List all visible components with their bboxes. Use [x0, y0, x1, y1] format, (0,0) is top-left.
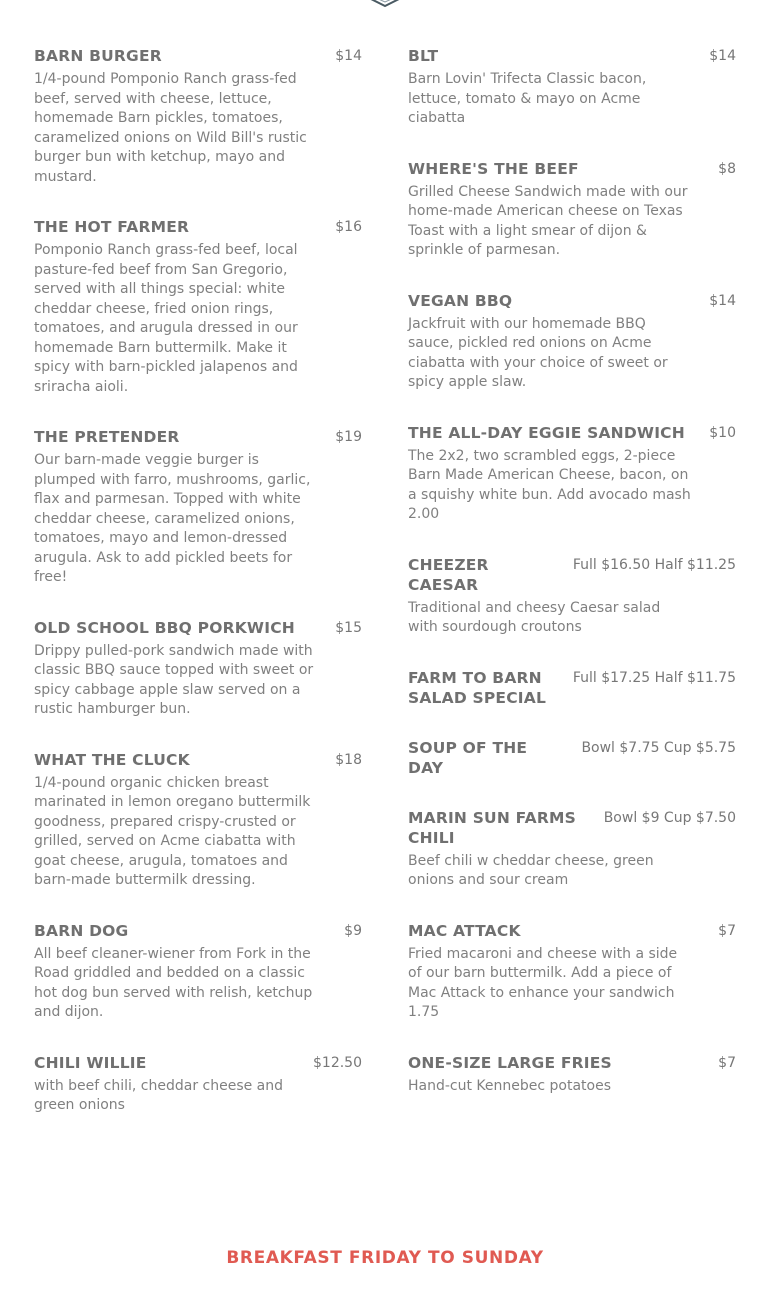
- item-price: Bowl $7.75 Cup $5.75: [581, 739, 736, 756]
- item-name: BLT: [408, 47, 439, 65]
- item-description: 1/4-pound organic chicken breast marinated in lemon oregano buttermilk goodness, prepared crispy-crusted or grilled, served on Acme ciabatta with goat cheese, arugula, tomatoes and barn-made buttermilk dressing.: [34, 774, 311, 888]
- menu-item: [408, 738, 736, 778]
- menu-item: [408, 423, 736, 525]
- item-price: $16: [335, 219, 362, 235]
- item-name: BARN DOG: [34, 921, 129, 940]
- item-name: FARM TO BARN SALAD SPECIAL: [408, 668, 547, 707]
- item-name: SOUP OF THE DAY: [408, 738, 528, 777]
- item-description: All beef cleaner-wiener from Fork in the Road griddled and bedded on a classic hot dog bun served with relish, ketchup and dijon.: [34, 945, 313, 1020]
- section-heading-breakfast: BREAKFAST FRIDAY TO SUNDAY: [226, 1248, 544, 1268]
- item-name: MAC ATTACK: [408, 921, 521, 940]
- item-price: Full $17.25 Half $11.75: [572, 669, 736, 686]
- menu-item: [408, 921, 736, 1023]
- item-name: MARIN SUN FARMS CHILI: [408, 808, 576, 847]
- menu-item: [408, 1053, 736, 1097]
- item-price: $14: [709, 292, 736, 309]
- item-price: $14: [335, 48, 362, 64]
- item-name: THE HOT FARMER: [34, 218, 190, 236]
- item-name: ONE-SIZE LARGE FRIES: [408, 1053, 612, 1072]
- item-description: Pomponio Ranch grass-fed beef, local pasture-fed beef from San Gregorio, served with all things special: white cheddar cheese, fried onion rings, tomatoes, and arugula dressed in our homemade Barn buttermilk. Make it spicy with barn-pickled jalapenos and sriracha aioli.: [34, 242, 298, 395]
- menu-item: [408, 291, 736, 393]
- item-price: $10: [709, 424, 736, 441]
- menu-item: [34, 1053, 362, 1116]
- item-description: Traditional and cheesy Caesar salad with sourdough croutons: [408, 599, 661, 635]
- menu-item: [408, 46, 736, 129]
- item-price: $15: [335, 619, 362, 636]
- menu-item: [408, 668, 736, 708]
- menu-column-left: [34, 46, 362, 1116]
- menu-item: [34, 921, 362, 1023]
- item-description: Barn Lovin' Trifecta Classic bacon, lettuce, tomato & mayo on Acme ciabatta: [408, 71, 647, 126]
- menu-column-right: [408, 46, 736, 1096]
- menu-item: [408, 808, 736, 891]
- item-price: Bowl $9 Cup $7.50: [603, 809, 736, 826]
- menu-item: [34, 427, 362, 588]
- item-price: $14: [709, 48, 736, 64]
- item-description: Our barn-made veggie burger is plumped with farro, mushrooms, garlic, flax and parmesan. Topped with white cheddar cheese, caramelized onions, tomatoes, mayo and lemon-dressed arugula. Ask to add pickled beets for free!: [34, 452, 311, 585]
- menu-item: [408, 555, 736, 638]
- item-description: Jackfruit with our homemade BBQ sauce, pickled red onions on Acme ciabatta with your choice of sweet or spicy apple slaw.: [408, 315, 668, 390]
- menu-item: [34, 217, 362, 397]
- item-name: THE ALL-DAY EGGIE SANDWICH: [408, 423, 685, 442]
- menu-item: [34, 46, 362, 187]
- item-price: $9: [344, 922, 362, 939]
- item-name: VEGAN BBQ: [408, 291, 513, 310]
- item-name: CHILI WILLIE: [34, 1053, 147, 1072]
- item-description: Drippy pulled-pork sandwich made with classic BBQ sauce topped with sweet or spicy cabbage apple slaw served on a rustic hamburger bun.: [34, 642, 314, 717]
- item-description: Beef chili w cheddar cheese, green onions and sour cream: [408, 852, 654, 888]
- item-name: OLD SCHOOL BBQ PORKWICH: [34, 618, 295, 637]
- menu-item: [34, 750, 362, 891]
- barn-logo-icon: [355, 0, 415, 14]
- item-price: $19: [335, 429, 362, 445]
- item-description: Hand-cut Kennebec potatoes: [408, 1077, 612, 1094]
- item-description: Fried macaroni and cheese with a side of our barn buttermilk. Add a piece of Mac Attack to enhance your sandwich 1.75: [408, 945, 678, 1020]
- menu-item: [408, 159, 736, 261]
- item-description: with beef chili, cheddar cheese and green onions: [34, 1077, 284, 1113]
- item-price: $12.50: [313, 1054, 362, 1071]
- item-description: Grilled Cheese Sandwich made with our home-made American cheese on Texas Toast with a light smear of dijon & sprinkle of parmesan.: [408, 183, 688, 258]
- item-name: WHERE'S THE BEEF: [408, 159, 579, 178]
- menu-item: [34, 618, 362, 720]
- item-price: $7: [718, 1054, 736, 1071]
- item-description: 1/4-pound Pomponio Ranch grass-fed beef, served with cheese, lettuce, homemade Barn pickles, tomatoes, caramelized onions on Wild Bill's rustic burger bun with ketchup, mayo and mustard.: [34, 71, 307, 185]
- item-price: $7: [718, 922, 736, 939]
- item-name: BARN BURGER: [34, 47, 162, 65]
- item-price: $8: [718, 160, 736, 177]
- item-price: $18: [335, 751, 362, 768]
- item-description: The 2x2, two scrambled eggs, 2-piece Barn Made American Cheese, bacon, on a squishy white bun. Add avocado mash 2.00: [408, 447, 691, 522]
- item-price: Full $16.50 Half $11.25: [572, 556, 736, 573]
- item-name: WHAT THE CLUCK: [34, 750, 190, 769]
- item-name: THE PRETENDER: [34, 428, 180, 446]
- item-name: CHEEZER CAESAR: [408, 555, 489, 594]
